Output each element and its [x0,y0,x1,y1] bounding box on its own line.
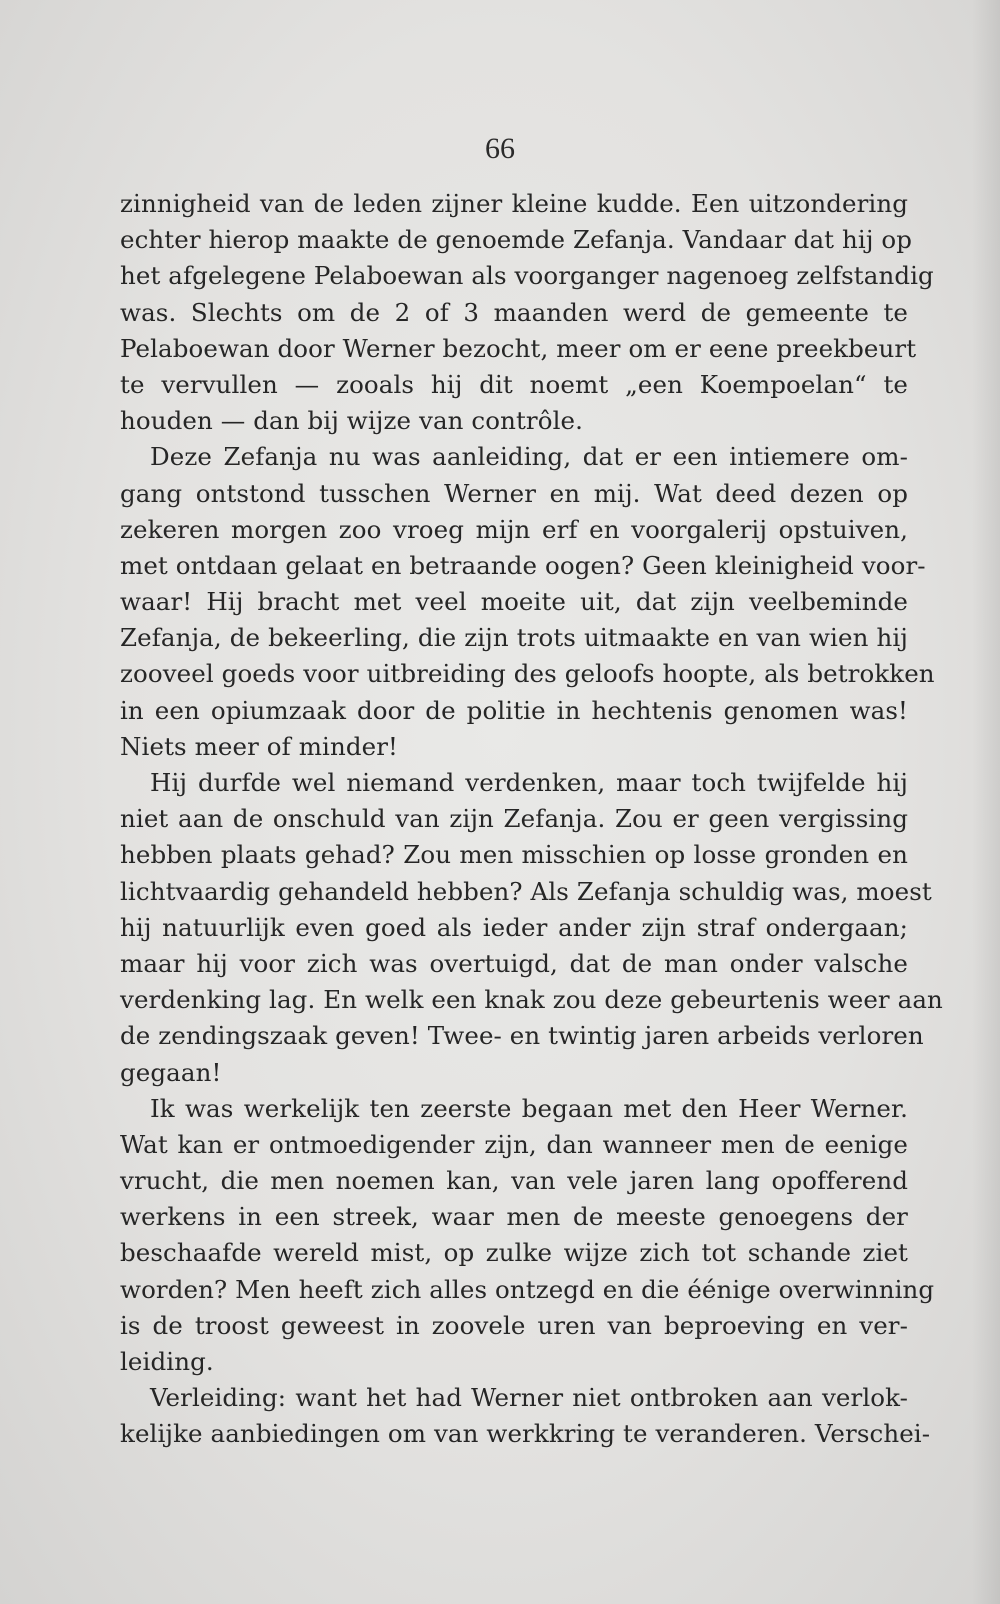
text-line: hij natuurlijk even goed als ieder ander zijn straf ondergaan; [120,912,908,942]
text-line: lichtvaardig gehandeld hebben? Als Zefanja schuldig was, moest [120,876,932,906]
text-line: met ontdaan gelaat en betraande oogen? Geen kleinigheid voor- [120,550,926,580]
page-edge-shadow [972,0,1000,1604]
text-line: waar! Hij bracht met veel moeite uit, dat zijn veelbeminde [120,587,908,617]
text-line: gegaan! [120,1057,222,1087]
text-line: Deze Zefanja nu was aanleiding, dat er een intiemere om- [150,442,908,472]
text-line: zooveel goeds voor uitbreiding des geloofs hoopte, als betrokken [120,659,935,689]
text-line: Hij durfde wel niemand verdenken, maar toch twijfelde hij [150,768,908,797]
text-line: leiding. [120,1347,214,1376]
text-line: Pelaboewan door Werner bezocht, meer om er eene preekbeurt [120,333,917,363]
body-text [120,186,943,1453]
text-line: niet aan de onschuld van zijn Zefanja. Zou er geen vergissing [120,804,908,834]
text-line: te vervullen — zooals hij dit noemt „een Koempoelan“ te [120,369,908,399]
text-line: was. Slechts om de 2 of 3 maanden werd de gemeente te [120,297,908,327]
text-line: in een opiumzaak door de politie in hechtenis genomen was! [120,695,908,725]
text-line: maar hij voor zich was overtuigd, dat de man onder valsche [120,948,908,978]
page-number: 66 [485,132,515,165]
text-line: beschaafde wereld mist, op zulke wijze zich tot schande ziet [120,1238,908,1268]
text-line: Zefanja, de bekeerling, die zijn trots uitmaakte en van wien hij [120,623,908,653]
text-line: verdenking lag. En welk een knak zou deze gebeurtenis weer aan [120,985,943,1015]
text-line: houden — dan bij wijze van contrôle. [120,406,583,436]
text-line: kelijke aanbiedingen om van werkkring te veranderen. Verschei- [120,1419,931,1449]
text-line: vrucht, die men noemen kan, van vele jaren lang opofferend [120,1166,908,1196]
text-line: zinnigheid van de leden zijner kleine kudde. Een uitzondering [120,189,908,218]
text-line: de zendingszaak geven! Twee- en twintig jaren arbeids verloren [120,1021,924,1051]
text-line: werkens in een streek, waar men de meeste genoegens der [120,1202,908,1232]
text-line: Ik was werkelijk ten zeerste begaan met den Heer Werner. [150,1093,908,1123]
text-line: Wat kan er ontmoedigender zijn, dan wanneer men de eenige [120,1129,908,1159]
text-line: hebben plaats gehad? Zou men misschien op losse gronden en [120,840,908,870]
text-line: het afgelegene Pelaboewan als voorganger nagenoeg zelfstandig [120,261,934,291]
text-line: echter hierop maakte de genoemde Zefanja. Vandaar dat hij op [120,225,913,255]
text-line: gang ontstond tusschen Werner en mij. Wat deed dezen op [120,478,908,508]
text-line: Niets meer of minder! [120,731,398,761]
text-line: Verleiding: want het had Werner niet ontbroken aan verlok- [150,1383,908,1413]
text-line: worden? Men heeft zich alles ontzegd en die éénige overwinning [120,1274,935,1304]
text-line: zekeren morgen zoo vroeg mijn erf en voorgalerij opstuiven, [120,514,908,544]
text-line: is de troost geweest in zoovele uren van beproeving en ver- [120,1310,908,1340]
